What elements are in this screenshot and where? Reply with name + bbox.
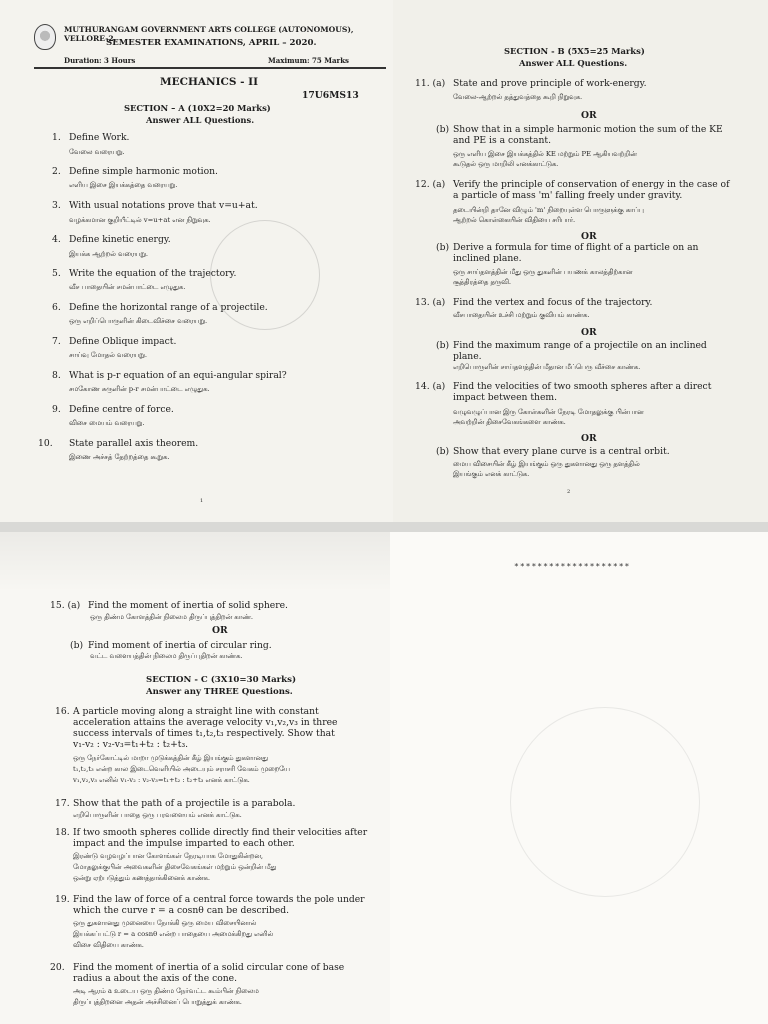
question-10: 10. State parallel axis theorem. இணை அச்சத் தேற்றத்தை கூறுக. xyxy=(38,438,199,461)
exam-page-3: 15. (a) Find the moment of inertia of solid sphere. ஒரு திண்ம கோளத்தின் நிலைம திருப்புத்திறன் காண். OR (b) Find moment of inertia of circular ring. வட்ட வளையத்தின் நிலைம திருப்புதிறன் காண்க. SECTION - C (3X10=30 Marks) Answer any THREE Questions. 16. A particle moving along a straight line with constant acceleration attains the average velocity v₁,v₂,v₃ in three success intervals of times t₁,t₂,t₃ respectively. Show that v₁-v₂ : v₂-v₃=t₁+t₂ : t₂+t₃. ஒரு நேர்கோட்டில் மாறா முடுக்கத்தின் கீழ் இயங்கும் துகளானது t₁,t₂,t₃ என்ற கால இடைவெளியில் அடையும் சராசரி வேகம் முறையே v₁,v₂,v₃ எனில் v₁-v₂ : v₂-v₃=t₁+t₂ : t₂+t₃ எனக் காட்டுக. 17. Show that the path of a projectile is a parabola. எறிபொருளின் பாதை ஒரு பரவளையம் எனக் காட்டுக. 18. If two smooth spheres collide directly find their velocities after impact and the impulse imparted to each other. இரண்டு வழவழப்பான கோளங்கள் நேரடியாக மோதுகின்றன, மோதலுக்குபின் அவைகளின் திசைவேகங்கள் மற்றும் ஒன்றின் மீது ஒன்று ஏற்படுத்தும் கணத்தாக்கினைக் காண்க. 19. Find the law of force of a central force towards the pole under which the curve r = a cosnθ can be described. ஒரு துகளானது முனையை நோக்கி ஒரு மைய விசையினால் இயக்கப்பட்டு r = a cosnθ என்ற பாதையை அமைக்கிறது எனில் விசை விதியை காண்க. 20. Find the moment of inertia of a solid circular cone of base radius a about the axis of the cone. அடி ஆரம் a உடைய ஒரு திண்ம நேர்வட்ட கூம்பின் நிலைம திருப்புத்திறனை அதன் அச்சினைப் பொறுத்துக் காண்க. xyxy=(0,532,390,1024)
question-9: 9. Define centre of force. விசை மையம் வரையறு. xyxy=(52,404,174,427)
exam-page-1 xyxy=(0,0,393,522)
section-b-title: SECTION - B (5X5=25 Marks) xyxy=(504,46,645,56)
question-1: 1. Define Work. வேலை வரையறு. xyxy=(52,132,130,156)
header-rule xyxy=(34,67,386,69)
question-6: 6. Define the horizontal range of a projectile. ஒரு எறிப்பொருளின் கிடைவிச்சை வரையறு. xyxy=(52,302,268,325)
end-of-paper-marker: ******************** xyxy=(514,562,631,571)
or-label: OR xyxy=(581,327,597,338)
exam-title: SEMESTER EXAMINATIONS, APRIL – 2020. xyxy=(106,38,317,48)
question-3: 3. With usual notations prove that v=u+at. வழக்கமான குறியீட்டில் v=u+at என நிறுவுக. xyxy=(52,200,258,224)
subject-code: 17U6MS13 xyxy=(302,90,359,101)
question-5: 5. Write the equation of the trajectory. வீச பாதையின் சமன்பாட்டை எழுதுக. xyxy=(52,268,237,291)
college-name: MUTHURANGAM GOVERNMENT ARTS COLLEGE (AUTONOMOUS), VELLORE-2. xyxy=(64,25,354,43)
watermark-seal xyxy=(510,707,700,897)
or-label: OR xyxy=(581,433,597,444)
exam-page-2: SECTION - B (5X5=25 Marks) Answer ALL Questions. 11. (a) State and prove principle of work-energy. வேலை-ஆற்றல் தத்துவத்தை கூறி நிறுவுக. OR (b) Show that in a simple harmonic motion the sum of the KE and PE is a constant. ஒரு எளிய இசை இயக்கத்தில் KE மற்றும் PE ஆகியவற்றின் கூடுதல் ஒரு மாறிலி எனக்காட்டுக. 12. (a) Verify the principle of conservation of energy in the case of a particle of mass 'm' falling freely under gravity. தடையின்றி தானே விழும் 'm' நிறையுள்ள பொருளுக்கு காப்பு ஆற்றல் கொள்கையின் விதியை சரிபார். OR (b) Derive a formula for time of flight of a particle on an inclined plane. ஒரு சாய்தளத்தின் மீது ஒரு துகளின் பயணக் காலத்திற்கான சூத்திரத்தை தருவி. 13. (a) Find the vertex and focus of the trajectory. வீசபாதையின் உச்சி மற்றும் குவியம் காண்க. OR (b) Find the maximum range of a projectile on an inclined plane. எறிபொருளின் சாய்தளத்தின் மீதான மீப்பெரு வீச்சை காண்க. 14. (a) Find the velocities of two smooth spheres after a direct impact between them. வழுவழுப்பான இரு கோள்களின் நேரடி மோதலுக்கு பின்பான அவற்றின் திசைவேகங்களை காண்க. OR (b) Show that every plane curve is a central orbit. மைய விசையின் கீழ் இயங்கும் ஒரு துகளானது ஒரு தளத்தில் இயங்கும் எனக் காட்டுக. 2 xyxy=(393,0,768,522)
duration: Duration: 3 Hours xyxy=(64,56,136,65)
section-a-instruction: Answer ALL Questions. xyxy=(146,115,255,125)
page-number: 2 xyxy=(567,489,571,495)
section-c-title: SECTION - C (3X10=30 Marks) xyxy=(146,675,297,685)
exam-page-4 xyxy=(390,532,768,1024)
college-emblem-icon xyxy=(34,24,56,50)
max-marks: Maximum: 75 Marks xyxy=(268,56,349,65)
or-label: OR xyxy=(212,625,228,636)
subject-title: MECHANICS - II xyxy=(160,76,258,88)
or-label: OR xyxy=(581,231,597,242)
question-2: 2. Define simple harmonic motion. எளிய இசை இயக்கத்தை வரையறு. xyxy=(52,166,218,189)
question-4: 4. Define kinetic energy. இயக்க ஆற்றல் வரையறு. xyxy=(52,234,171,258)
section-a-questions xyxy=(38,132,388,472)
question-7: 7. Define Oblique impact. சாய்வு மோதல் வரையறு. xyxy=(52,336,177,359)
or-label: OR xyxy=(581,110,597,121)
section-a-title: SECTION – A (10X2=20 Marks) xyxy=(124,103,271,113)
question-8: 8. What is p-r equation of an equi-angular spiral? சமகோண சுருளின் p-r சமன்பாட்டை எழுதுக. xyxy=(52,370,287,393)
section-c-instruction: Answer any THREE Questions. xyxy=(146,687,293,697)
section-b-instruction: Answer ALL Questions. xyxy=(519,58,628,68)
page-number: 1 xyxy=(200,498,204,504)
